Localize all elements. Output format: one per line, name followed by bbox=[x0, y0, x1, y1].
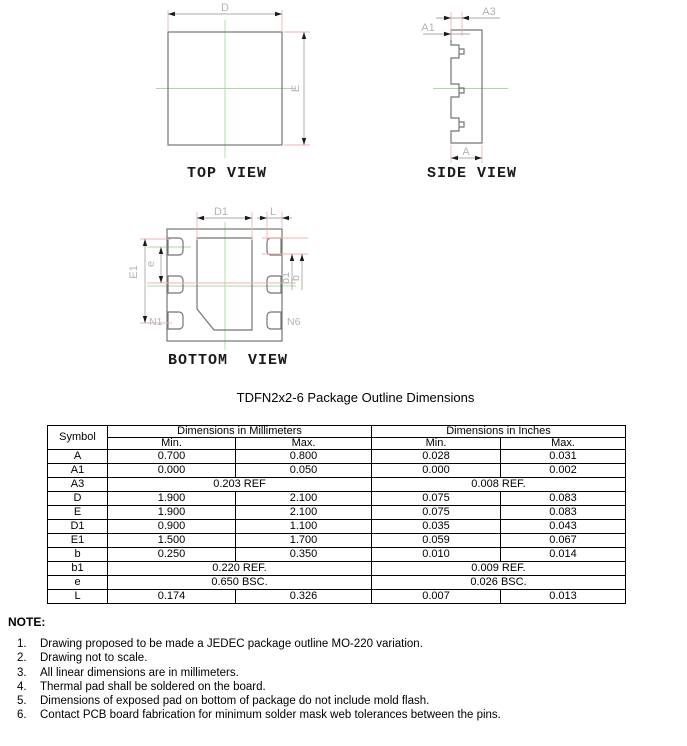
note-text: Drawing not to scale. bbox=[40, 652, 148, 665]
top-view-title: TOP VIEW bbox=[186, 165, 268, 182]
pad-right-1 bbox=[267, 238, 281, 255]
symbol-cell: D bbox=[48, 492, 108, 506]
bottom-view bbox=[128, 206, 308, 369]
note-text: Dimensions of exposed pad on bottom of package do not include mold flash. bbox=[40, 695, 430, 708]
arrowhead bbox=[462, 16, 469, 20]
value-cell-merged: 0.026 BSC. bbox=[372, 576, 626, 590]
a-dimension bbox=[451, 145, 482, 163]
arrowhead bbox=[444, 32, 451, 36]
dim-label-b: b bbox=[290, 274, 302, 282]
table-row bbox=[48, 576, 626, 590]
arrowhead bbox=[302, 32, 306, 39]
package-body-outline bbox=[167, 229, 282, 341]
symbol-cell: L bbox=[48, 590, 108, 604]
value-cell-merged: 0.009 REF. bbox=[372, 562, 626, 576]
symbol-cell: E1 bbox=[48, 534, 108, 548]
value-cell: 0.800 bbox=[236, 450, 372, 464]
value-cell: 0.900 bbox=[108, 520, 236, 534]
arrowhead bbox=[159, 276, 163, 283]
value-cell: 0.350 bbox=[236, 548, 372, 562]
value-cell: 0.075 bbox=[372, 506, 501, 520]
table-row bbox=[48, 534, 626, 548]
note-item bbox=[8, 680, 678, 694]
arrowhead bbox=[159, 247, 163, 254]
header-row-groups bbox=[48, 426, 626, 438]
value-cell: 0.083 bbox=[501, 492, 626, 506]
symbol-cell: b1 bbox=[48, 562, 108, 576]
value-cell-merged: 0.220 REF. bbox=[108, 562, 372, 576]
value-cell: 1.500 bbox=[108, 534, 236, 548]
value-cell: 2.100 bbox=[236, 506, 372, 520]
value-cell: 0.059 bbox=[372, 534, 501, 548]
bottom-view-title: BOTTOM VIEW bbox=[167, 352, 289, 369]
value-cell: 0.000 bbox=[108, 464, 236, 478]
symbol-cell: A bbox=[48, 450, 108, 464]
dim-label-l: L bbox=[269, 206, 277, 218]
value-cell: 0.700 bbox=[108, 450, 236, 464]
notes-heading: NOTE: bbox=[8, 615, 46, 629]
value-cell: 1.700 bbox=[236, 534, 372, 548]
arrowhead bbox=[143, 239, 147, 246]
in-max-header: Max. bbox=[501, 438, 626, 450]
table-row bbox=[48, 506, 626, 520]
arrowhead bbox=[282, 216, 289, 220]
header-row-minmax bbox=[48, 438, 626, 450]
lead-tab bbox=[459, 122, 464, 127]
pad-left-1 bbox=[168, 238, 183, 255]
value-cell: 1.900 bbox=[108, 492, 236, 506]
value-cell: 0.000 bbox=[372, 464, 501, 478]
d1-dimension bbox=[197, 206, 252, 240]
note-number: 6. bbox=[17, 709, 27, 722]
dim-label-e-pitch: e bbox=[145, 260, 157, 268]
symbol-cell: E bbox=[48, 506, 108, 520]
pad-left-3 bbox=[168, 312, 183, 329]
symbol-cell: e bbox=[48, 576, 108, 590]
symbol-cell: b bbox=[48, 548, 108, 562]
value-cell: 0.250 bbox=[108, 548, 236, 562]
mm-max-header: Max. bbox=[236, 438, 372, 450]
value-cell-merged: 0.650 BSC. bbox=[108, 576, 372, 590]
pad-left-2 bbox=[168, 276, 183, 293]
arrowhead bbox=[197, 216, 204, 220]
thermal-pad bbox=[197, 238, 252, 330]
note-number: 2. bbox=[17, 652, 27, 665]
table-row bbox=[48, 562, 626, 576]
arrowhead bbox=[300, 254, 304, 261]
value-cell: 0.010 bbox=[372, 548, 501, 562]
value-cell: 2.100 bbox=[236, 492, 372, 506]
note-number: 1. bbox=[17, 638, 27, 650]
value-cell: 0.043 bbox=[501, 520, 626, 534]
table-row bbox=[48, 478, 626, 492]
pad-right-2 bbox=[267, 276, 281, 293]
package-side-profile bbox=[451, 30, 482, 143]
pin6-label: N6 bbox=[287, 316, 301, 328]
arrowhead bbox=[260, 216, 267, 220]
dim-label-e1: E1 bbox=[128, 265, 140, 279]
table-row bbox=[48, 464, 626, 478]
value-cell: 0.067 bbox=[501, 534, 626, 548]
dim-label-e: E bbox=[290, 84, 302, 93]
value-cell: 1.100 bbox=[236, 520, 372, 534]
table-row bbox=[48, 590, 626, 604]
e1-dimension bbox=[128, 239, 172, 323]
value-cell: 0.007 bbox=[372, 590, 501, 604]
dim-label-a: A bbox=[462, 146, 470, 158]
table-title: TDFN2x2-6 Package Outline Dimensions bbox=[236, 390, 475, 405]
note-number: 5. bbox=[17, 695, 27, 708]
value-cell: 0.075 bbox=[372, 492, 501, 506]
value-cell: 0.083 bbox=[501, 506, 626, 520]
note-text: Contact PCB board fabrication for minimum solder mask web tolerances between the pins. bbox=[40, 709, 501, 722]
arrowhead bbox=[290, 254, 294, 261]
note-item bbox=[8, 651, 678, 665]
arrowhead bbox=[143, 316, 147, 323]
value-cell: 0.050 bbox=[236, 464, 372, 478]
dim-label-a1: A1 bbox=[421, 22, 435, 34]
table-row bbox=[48, 450, 626, 464]
dim-label-b1: b1 bbox=[280, 271, 292, 285]
in-min-header: Min. bbox=[372, 438, 501, 450]
pad-right-3 bbox=[267, 312, 281, 329]
value-cell: 0.031 bbox=[501, 450, 626, 464]
arrowhead bbox=[302, 138, 306, 145]
value-cell: 0.326 bbox=[236, 590, 372, 604]
l-dimension bbox=[257, 206, 292, 240]
mm-min-header: Min. bbox=[108, 438, 236, 450]
arrowhead bbox=[475, 156, 482, 160]
dim-label-d1: D1 bbox=[213, 206, 229, 218]
b-dimensions bbox=[262, 238, 308, 290]
note-number: 3. bbox=[17, 666, 27, 679]
arrowhead bbox=[245, 216, 252, 220]
table-row bbox=[48, 492, 626, 506]
value-cell-merged: 0.008 REF. bbox=[372, 478, 626, 492]
notes-section bbox=[8, 615, 678, 723]
note-text: Thermal pad shall be soldered on the board. bbox=[40, 680, 266, 693]
note-item bbox=[8, 694, 678, 708]
side-view-title: SIDE VIEW bbox=[426, 165, 518, 182]
dimensions-table bbox=[47, 425, 626, 604]
note-item bbox=[8, 708, 678, 722]
inches-header: Dimensions in Inches bbox=[372, 426, 626, 438]
symbol-cell: D1 bbox=[48, 520, 108, 534]
value-cell-merged: 0.203 REF bbox=[108, 478, 372, 492]
arrowhead bbox=[168, 12, 175, 16]
table-row bbox=[48, 520, 626, 534]
symbol-cell: A3 bbox=[48, 478, 108, 492]
value-cell: 0.013 bbox=[501, 590, 626, 604]
note-text: All linear dimensions are in millimeters. bbox=[40, 666, 239, 679]
symbol-header: Symbol bbox=[48, 426, 108, 450]
value-cell: 0.028 bbox=[372, 450, 501, 464]
pin1-label: N1 bbox=[149, 316, 163, 328]
note-item bbox=[8, 637, 678, 651]
value-cell: 1.900 bbox=[108, 506, 236, 520]
value-cell: 0.035 bbox=[372, 520, 501, 534]
arrowhead bbox=[444, 16, 451, 20]
table-row bbox=[48, 548, 626, 562]
note-text: Drawing proposed to be made a JEDEC package outline MO-220 variation. bbox=[40, 638, 423, 650]
side-view bbox=[421, 6, 517, 182]
dim-label-d: D bbox=[221, 2, 229, 14]
note-item bbox=[8, 666, 678, 680]
top-view bbox=[156, 2, 310, 182]
value-cell: 0.002 bbox=[501, 464, 626, 478]
value-cell: 0.014 bbox=[501, 548, 626, 562]
note-number: 4. bbox=[17, 680, 27, 693]
mm-header: Dimensions in Millimeters bbox=[108, 426, 372, 438]
arrowhead bbox=[451, 156, 458, 160]
value-cell: 0.174 bbox=[108, 590, 236, 604]
lead-tab bbox=[459, 49, 464, 54]
symbol-cell: A1 bbox=[48, 464, 108, 478]
dim-label-a3: A3 bbox=[482, 6, 496, 18]
a1-dimension bbox=[421, 22, 470, 36]
arrowhead bbox=[275, 12, 282, 16]
